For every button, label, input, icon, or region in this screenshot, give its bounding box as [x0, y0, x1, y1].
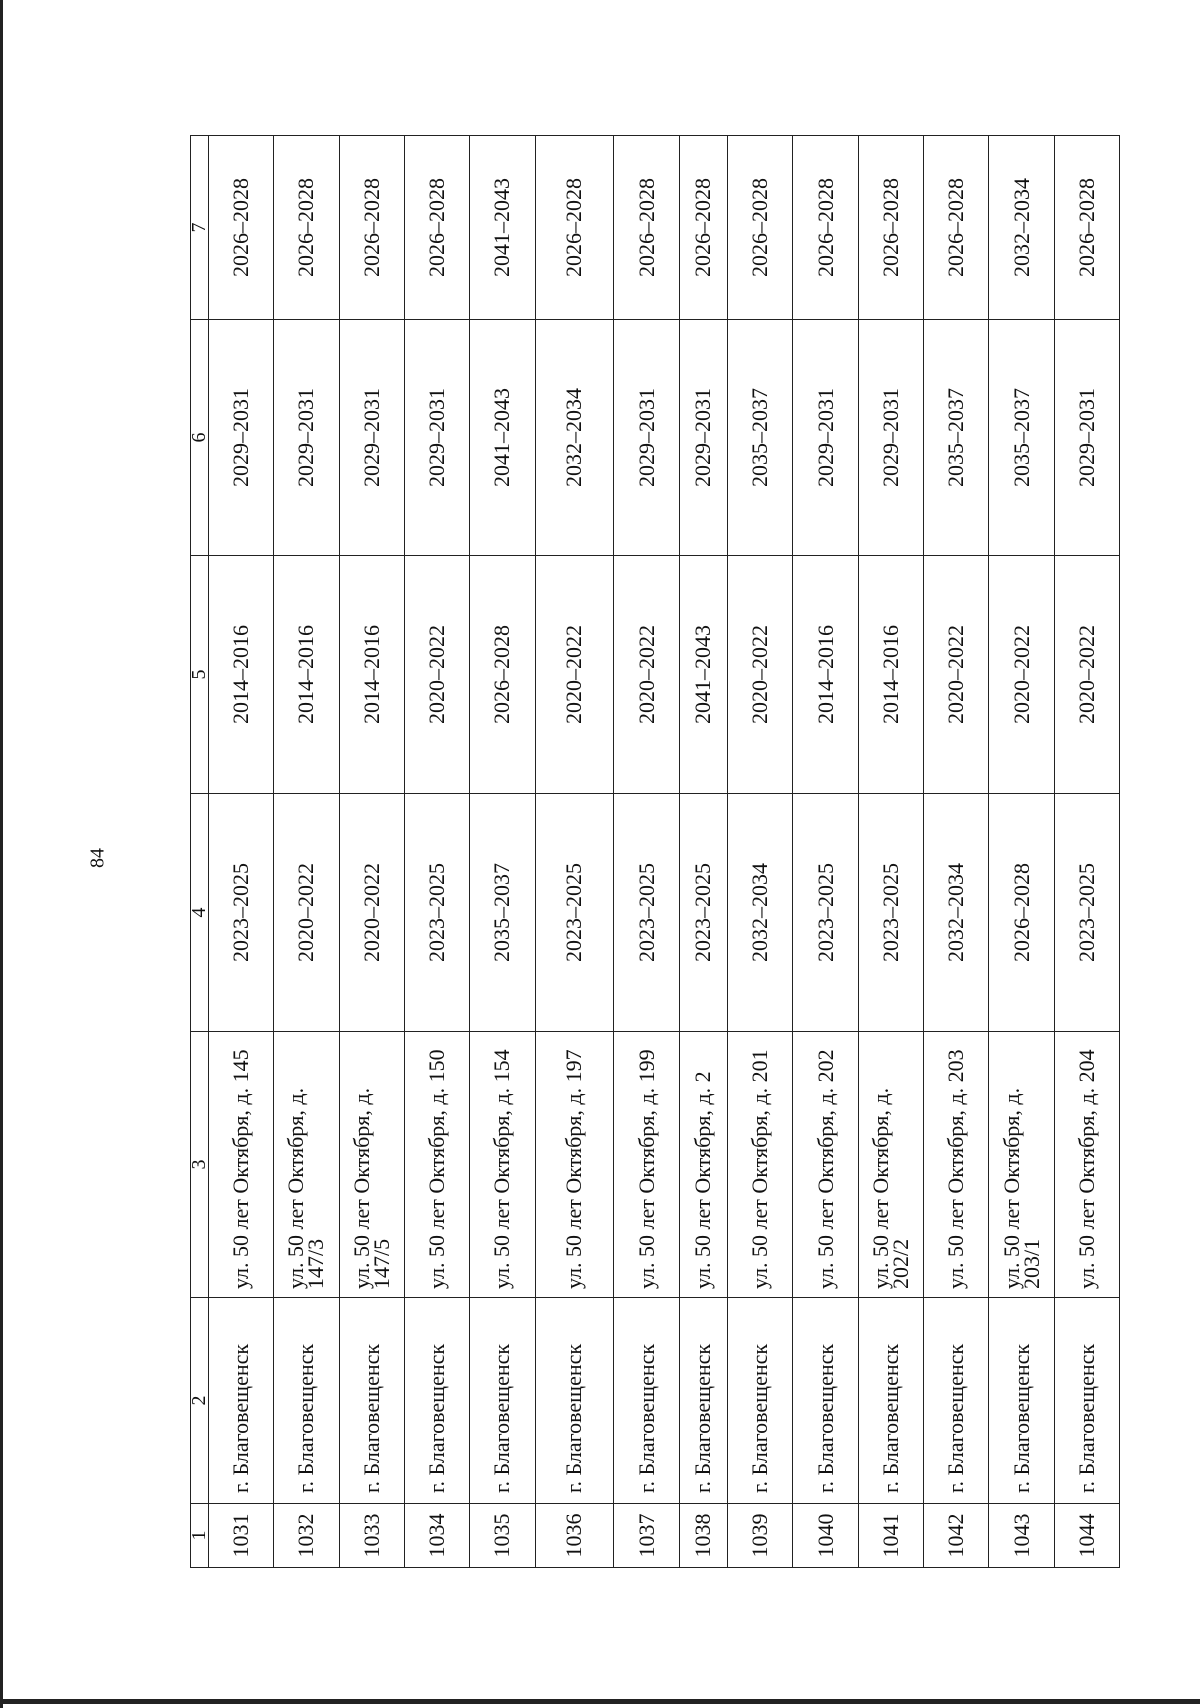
cell-period-5: 2041–2043: [679, 556, 727, 794]
cell-period-5: 2014–2016: [793, 556, 858, 794]
cell-address: ул. 50 лет Октября, д. 150: [404, 1032, 469, 1298]
column-header-6: 6: [191, 320, 209, 556]
cell-period-7: 2026–2028: [679, 136, 727, 320]
cell-city: г. Благовещенск: [1054, 1298, 1119, 1504]
cell-city: г. Благовещенск: [274, 1298, 339, 1504]
cell-period-7: 2032–2034: [989, 136, 1054, 320]
cell-city: г. Благовещенск: [793, 1298, 858, 1504]
rotated-table-container: [190, 136, 1120, 1568]
cell-period-7: 2026–2028: [274, 136, 339, 320]
cell-address: ул. 50 лет Октября, д. 204: [1054, 1032, 1119, 1298]
table-row: [989, 136, 1054, 1568]
cell-number: 1044: [1054, 1504, 1119, 1568]
cell-period-7: 2026–2028: [924, 136, 989, 320]
cell-period-4: 2023–2025: [614, 794, 679, 1032]
cell-period-7: 2026–2028: [793, 136, 858, 320]
cell-period-4: 2023–2025: [679, 794, 727, 1032]
cell-period-4: 2023–2025: [209, 794, 274, 1032]
cell-period-6: 2029–2031: [1054, 320, 1119, 556]
scan-bottom-edge: [0, 1699, 1200, 1704]
cell-period-5: 2014–2016: [339, 556, 404, 794]
cell-number: 1037: [614, 1504, 679, 1568]
cell-period-5: 2020–2022: [614, 556, 679, 794]
cell-period-4: 2023–2025: [404, 794, 469, 1032]
cell-period-6: 2029–2031: [614, 320, 679, 556]
cell-number: 1039: [728, 1504, 793, 1568]
cell-period-4: 2026–2028: [989, 794, 1054, 1032]
cell-city: г. Благовещенск: [679, 1298, 727, 1504]
cell-period-5: 2020–2022: [535, 556, 614, 794]
cell-period-6: 2035–2037: [989, 320, 1054, 556]
cell-city: г. Благовещенск: [614, 1298, 679, 1504]
cell-period-6: 2029–2031: [679, 320, 727, 556]
cell-period-5: 2020–2022: [989, 556, 1054, 794]
cell-city: г. Благовещенск: [404, 1298, 469, 1504]
cell-number: 1038: [679, 1504, 727, 1568]
cell-period-4: 2023–2025: [535, 794, 614, 1032]
cell-number: 1035: [470, 1504, 535, 1568]
cell-number: 1040: [793, 1504, 858, 1568]
cell-period-5: 2020–2022: [1054, 556, 1119, 794]
cell-period-6: 2041–2043: [470, 320, 535, 556]
cell-period-4: 2023–2025: [858, 794, 923, 1032]
cell-period-7: 2026–2028: [535, 136, 614, 320]
table-row: [614, 136, 679, 1568]
cell-address: ул. 50 лет Октября, д. 147/5: [339, 1032, 404, 1298]
table-row: [858, 136, 923, 1568]
cell-period-5: 2014–2016: [209, 556, 274, 794]
cell-number: 1032: [274, 1504, 339, 1568]
cell-address: ул. 50 лет Октября, д. 197: [535, 1032, 614, 1298]
cell-period-7: 2026–2028: [728, 136, 793, 320]
cell-period-4: 2023–2025: [793, 794, 858, 1032]
cell-period-4: 2032–2034: [924, 794, 989, 1032]
cell-city: г. Благовещенск: [470, 1298, 535, 1504]
column-header-2: 2: [191, 1298, 209, 1504]
cell-city: г. Благовещенск: [924, 1298, 989, 1504]
cell-address: ул. 50 лет Октября, д. 203: [924, 1032, 989, 1298]
cell-period-6: 2029–2031: [858, 320, 923, 556]
cell-period-5: 2014–2016: [858, 556, 923, 794]
cell-address: ул. 50 лет Октября, д. 145: [209, 1032, 274, 1298]
cell-period-7: 2026–2028: [614, 136, 679, 320]
cell-period-4: 2023–2025: [1054, 794, 1119, 1032]
cell-period-7: 2026–2028: [339, 136, 404, 320]
table-row: [470, 136, 535, 1568]
cell-address: ул. 50 лет Октября, д. 202/2: [858, 1032, 923, 1298]
table-row: [728, 136, 793, 1568]
cell-period-6: 2035–2037: [728, 320, 793, 556]
table-row: [535, 136, 614, 1568]
scan-left-edge: [0, 0, 3, 1708]
cell-number: 1034: [404, 1504, 469, 1568]
column-header-7: 7: [191, 136, 209, 320]
cell-address: ул. 50 лет Октября, д. 154: [470, 1032, 535, 1298]
table-row: [924, 136, 989, 1568]
cell-period-7: 2026–2028: [209, 136, 274, 320]
column-header-1: 1: [191, 1504, 209, 1568]
cell-number: 1041: [858, 1504, 923, 1568]
cell-period-7: 2026–2028: [1054, 136, 1119, 320]
cell-city: г. Благовещенск: [728, 1298, 793, 1504]
cell-address: ул. 50 лет Октября, д. 147/3: [274, 1032, 339, 1298]
cell-city: г. Благовещенск: [535, 1298, 614, 1504]
table-row: [679, 136, 727, 1568]
housing-schedule-table: [190, 135, 1120, 1568]
cell-period-5: 2014–2016: [274, 556, 339, 794]
cell-number: 1042: [924, 1504, 989, 1568]
cell-period-6: 2029–2031: [274, 320, 339, 556]
cell-number: 1043: [989, 1504, 1054, 1568]
column-header-3: 3: [191, 1032, 209, 1298]
column-header-4: 4: [191, 794, 209, 1032]
table-row: [793, 136, 858, 1568]
cell-city: г. Благовещенск: [858, 1298, 923, 1504]
cell-period-5: 2020–2022: [728, 556, 793, 794]
cell-period-6: 2029–2031: [209, 320, 274, 556]
page-number: 84: [86, 848, 109, 868]
table-body: [209, 136, 1120, 1568]
cell-address: ул. 50 лет Октября, д. 203/1: [989, 1032, 1054, 1298]
cell-number: 1033: [339, 1504, 404, 1568]
cell-period-5: 2020–2022: [924, 556, 989, 794]
cell-period-6: 2035–2037: [924, 320, 989, 556]
cell-city: г. Благовещенск: [989, 1298, 1054, 1504]
cell-period-7: 2026–2028: [404, 136, 469, 320]
cell-period-7: 2026–2028: [858, 136, 923, 320]
table-row: [209, 136, 274, 1568]
table-row: [404, 136, 469, 1568]
cell-period-4: 2020–2022: [339, 794, 404, 1032]
cell-city: г. Благовещенск: [339, 1298, 404, 1504]
cell-number: 1036: [535, 1504, 614, 1568]
cell-period-4: 2032–2034: [728, 794, 793, 1032]
cell-address: ул. 50 лет Октября, д. 2: [679, 1032, 727, 1298]
column-header-5: 5: [191, 556, 209, 794]
cell-period-4: 2020–2022: [274, 794, 339, 1032]
cell-number: 1031: [209, 1504, 274, 1568]
table-row: [274, 136, 339, 1568]
cell-period-5: 2026–2028: [470, 556, 535, 794]
cell-address: ул. 50 лет Октября, д. 199: [614, 1032, 679, 1298]
header-row: [191, 136, 209, 1568]
cell-period-4: 2035–2037: [470, 794, 535, 1032]
table-row: [1054, 136, 1119, 1568]
cell-period-7: 2041–2043: [470, 136, 535, 320]
cell-period-6: 2029–2031: [339, 320, 404, 556]
cell-period-6: 2029–2031: [404, 320, 469, 556]
cell-period-6: 2029–2031: [793, 320, 858, 556]
cell-period-5: 2020–2022: [404, 556, 469, 794]
cell-period-6: 2032–2034: [535, 320, 614, 556]
table-row: [339, 136, 404, 1568]
cell-address: ул. 50 лет Октября, д. 202: [793, 1032, 858, 1298]
cell-city: г. Благовещенск: [209, 1298, 274, 1504]
cell-address: ул. 50 лет Октября, д. 201: [728, 1032, 793, 1298]
